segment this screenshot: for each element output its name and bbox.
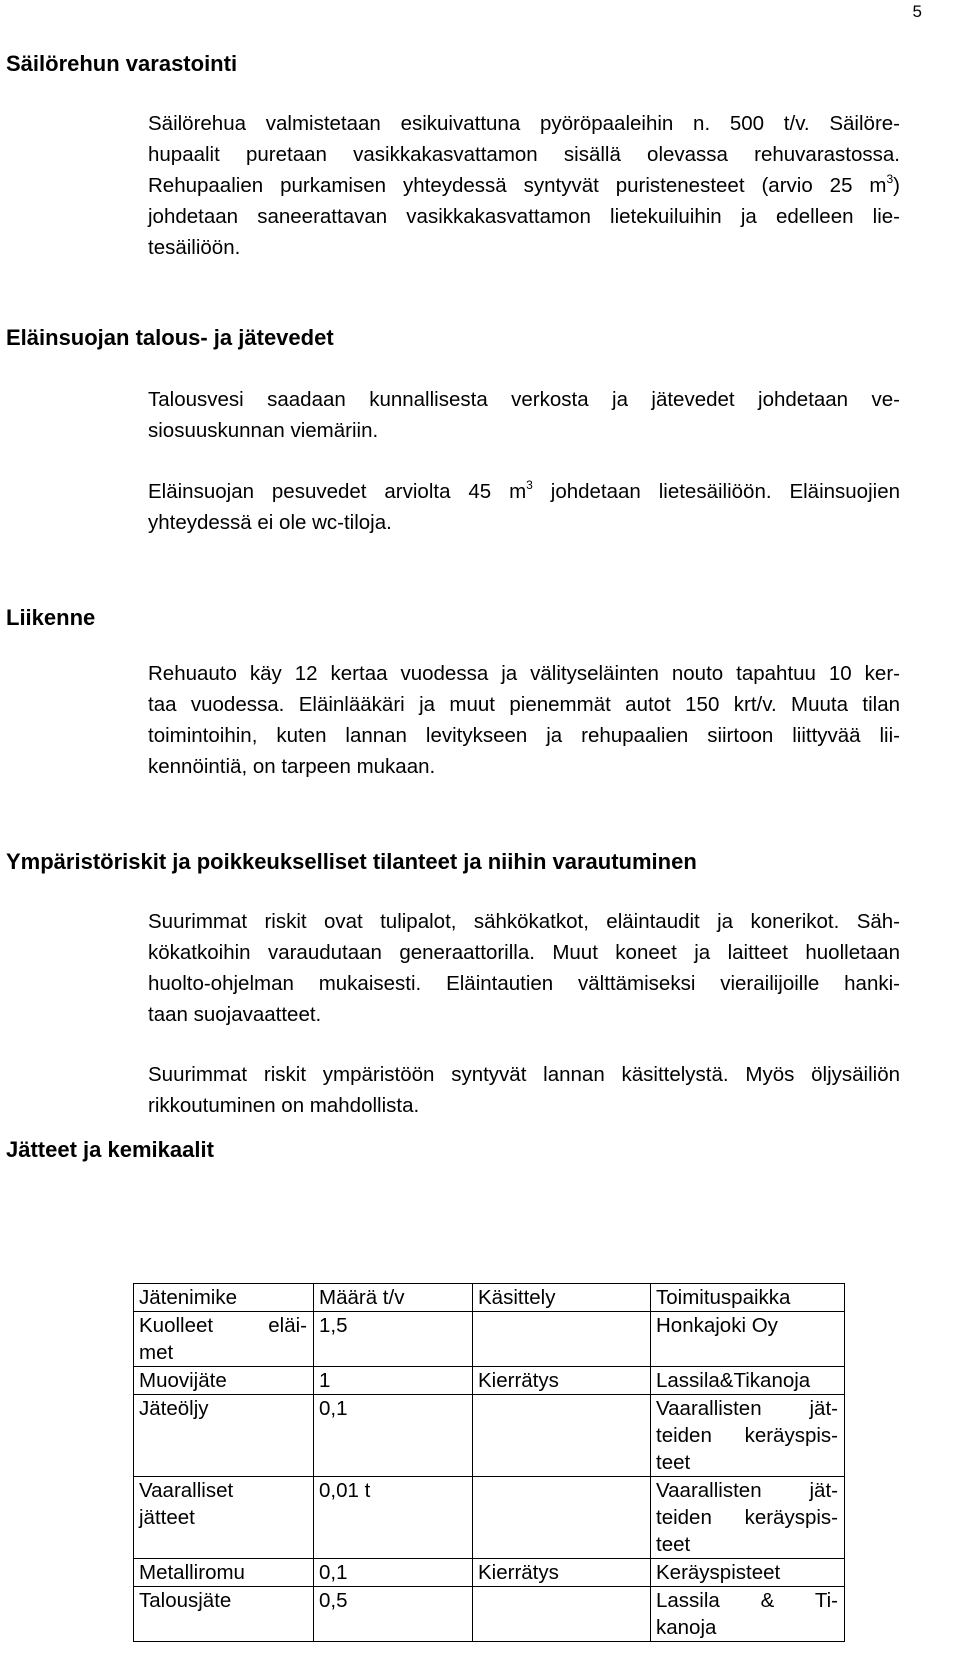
cell-waste-name bbox=[134, 1312, 314, 1367]
cell-waste-name bbox=[134, 1559, 314, 1587]
column-header: Määrä t/v bbox=[314, 1284, 473, 1312]
cell-waste-name bbox=[134, 1395, 314, 1477]
cell-waste-name bbox=[134, 1367, 314, 1395]
text-fragment: ) bbox=[893, 174, 900, 197]
heading-environmental-risks: Ympäristöriskit ja poikkeukselliset tilanteet ja niihin varautuminen bbox=[6, 849, 697, 874]
cell-line: Vaarallisten jät- bbox=[656, 1397, 838, 1420]
text-line: kökatkoihin varaudutaan generaattorilla. Muut koneet ja laitteet huolletaan bbox=[148, 941, 900, 964]
cell-handling bbox=[473, 1312, 651, 1367]
text-line: rikkoutuminen on mahdollista. bbox=[148, 1094, 420, 1117]
text-fragment: Rehupaalien purkamisen yhteydessä syntyvät puristenesteet (arvio 25 m bbox=[148, 174, 887, 197]
cell-line: Jäteöljy bbox=[139, 1397, 209, 1420]
cell-amount: 1 bbox=[314, 1367, 473, 1395]
cell-line: teiden keräyspis- bbox=[656, 1424, 838, 1447]
table-row bbox=[134, 1312, 845, 1367]
cell-line: Keräyspisteet bbox=[656, 1561, 781, 1584]
text-line: Rehuauto käy 12 kertaa vuodessa ja välityseläinten nouto tapahtuu 10 ker- bbox=[148, 662, 900, 685]
cell-amount: 1,5 bbox=[314, 1312, 473, 1367]
cell-handling: Kierrätys bbox=[473, 1367, 651, 1395]
table-row bbox=[134, 1367, 845, 1395]
cell-waste-name bbox=[134, 1587, 314, 1642]
cell-place bbox=[651, 1395, 845, 1477]
paragraph-risks bbox=[148, 906, 900, 1030]
page-number: 5 bbox=[912, 2, 922, 21]
column-header: Jätenimike bbox=[134, 1284, 314, 1312]
cell-line: teiden keräyspis- bbox=[656, 1506, 838, 1529]
cell-line: Lassila&Tikanoja bbox=[656, 1369, 811, 1392]
cell-place bbox=[651, 1477, 845, 1559]
cell-line: teet bbox=[656, 1451, 691, 1474]
column-header: Toimituspaikka bbox=[651, 1284, 845, 1312]
text-line: Suurimmat riskit ympäristöön syntyvät lannan käsittelystä. Myös öljysäiliön bbox=[148, 1063, 900, 1086]
text-line: Säilörehua valmistetaan esikuivattuna pyöröpaaleihin n. 500 t/v. Säilöre- bbox=[148, 112, 900, 135]
cell-amount: 0,1 bbox=[314, 1395, 473, 1477]
waste-table bbox=[133, 1283, 845, 1642]
paragraph-water-supply bbox=[148, 384, 900, 446]
cell-amount: 0,1 bbox=[314, 1559, 473, 1587]
cell-amount: 0,5 bbox=[314, 1587, 473, 1642]
cell-line: Vaaralliset bbox=[139, 1479, 234, 1502]
text-line: johdetaan saneerattavan vasikkakasvattamon lietekuiluihin ja edelleen lie- bbox=[148, 205, 900, 228]
superscript: 3 bbox=[526, 478, 533, 492]
text-line: Suurimmat riskit ovat tulipalot, sähkökatkot, eläintaudit ja konerikot. Säh- bbox=[148, 910, 900, 933]
cell-handling bbox=[473, 1477, 651, 1559]
cell-line: Lassila & Ti- bbox=[656, 1589, 838, 1612]
table-row bbox=[134, 1395, 845, 1477]
heading-silage-storage: Säilörehun varastointi bbox=[6, 51, 238, 76]
text-line: toimintoihin, kuten lannan levitykseen ja rehupaalien siirtoon liittyvää lii- bbox=[148, 724, 900, 747]
cell-line: kanoja bbox=[656, 1616, 717, 1639]
text-line: huolto-ohjelman mukaisesti. Eläintautien välttämiseksi vierailijoille hanki- bbox=[148, 972, 900, 995]
text-line: kennöintiä, on tarpeen mukaan. bbox=[148, 755, 436, 778]
text-line: tesäiliöön. bbox=[148, 236, 241, 259]
text-line: siosuuskunnan viemäriin. bbox=[148, 419, 379, 442]
text-line bbox=[148, 476, 900, 507]
cell-handling bbox=[473, 1395, 651, 1477]
paragraph-traffic bbox=[148, 658, 900, 782]
heading-wastewater: Eläinsuojan talous- ja jätevedet bbox=[6, 325, 334, 350]
cell-line: Muovijäte bbox=[139, 1369, 227, 1392]
cell-place bbox=[651, 1312, 845, 1367]
text-line: hupaalit puretaan vasikkakasvattamon sisällä olevassa rehuvarastossa. bbox=[148, 143, 900, 166]
paragraph-silage bbox=[148, 108, 900, 263]
column-header: Käsittely bbox=[473, 1284, 651, 1312]
cell-place bbox=[651, 1367, 845, 1395]
superscript: 3 bbox=[886, 172, 894, 186]
text-fragment: Eläinsuojan pesuvedet arviolta 45 m bbox=[148, 480, 527, 503]
cell-line: Talousjäte bbox=[139, 1589, 232, 1612]
cell-handling bbox=[473, 1587, 651, 1642]
table-header-row bbox=[134, 1284, 845, 1312]
cell-line: met bbox=[139, 1341, 174, 1364]
cell-line: jätteet bbox=[139, 1506, 195, 1529]
table-row bbox=[134, 1559, 845, 1587]
heading-waste-chemicals: Jätteet ja kemikaalit bbox=[6, 1137, 214, 1162]
table-row bbox=[134, 1477, 845, 1559]
heading-traffic: Liikenne bbox=[6, 605, 96, 630]
cell-amount: 0,01 t bbox=[314, 1477, 473, 1559]
cell-line: teet bbox=[656, 1533, 691, 1556]
cell-handling: Kierrätys bbox=[473, 1559, 651, 1587]
cell-place bbox=[651, 1587, 845, 1642]
text-line: taa vuodessa. Eläinlääkäri ja muut pienemmät autot 150 krt/v. Muuta tilan bbox=[148, 693, 900, 716]
table-row bbox=[134, 1587, 845, 1642]
paragraph-washing-water bbox=[148, 476, 900, 538]
text-fragment: johdetaan lietesäiliöön. Eläinsuojien bbox=[532, 480, 900, 503]
cell-line: Kuolleet eläi- bbox=[139, 1314, 307, 1337]
paragraph-environment-risks bbox=[148, 1059, 900, 1121]
text-line bbox=[148, 170, 900, 201]
cell-line: Metalliromu bbox=[139, 1561, 245, 1584]
text-line: taan suojavaatteet. bbox=[148, 1003, 322, 1026]
cell-line: Honkajoki Oy bbox=[656, 1314, 778, 1337]
text-line: Talousvesi saadaan kunnallisesta verkosta ja jätevedet johdetaan ve- bbox=[148, 388, 900, 411]
cell-waste-name bbox=[134, 1477, 314, 1559]
cell-line: Vaarallisten jät- bbox=[656, 1479, 838, 1502]
cell-place bbox=[651, 1559, 845, 1587]
text-line: yhteydessä ei ole wc-tiloja. bbox=[148, 511, 392, 534]
